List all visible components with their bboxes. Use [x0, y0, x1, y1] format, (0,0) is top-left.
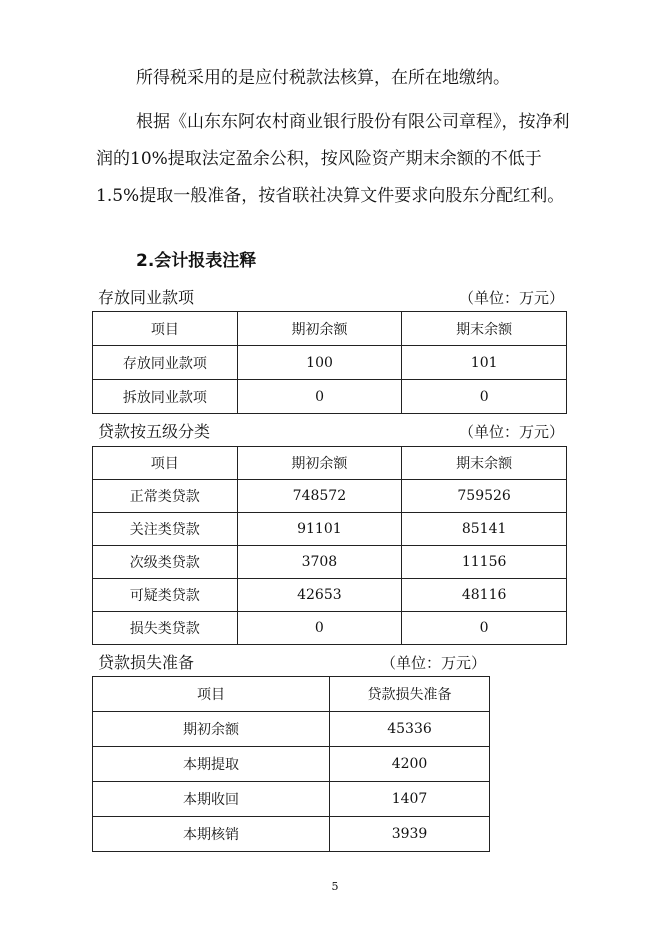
- section-heading: 2.会计报表注释: [136, 251, 257, 271]
- table-header-row: [93, 447, 567, 480]
- closing-value: 0: [402, 612, 567, 645]
- table-row: [93, 346, 567, 380]
- table1-caption: [98, 286, 564, 310]
- closing-value: 48116: [402, 579, 567, 612]
- header-item: 项目: [93, 447, 238, 480]
- row-label: 本期核销: [93, 817, 330, 852]
- interbank-deposits-table: [92, 311, 567, 414]
- row-label: 本期收回: [93, 782, 330, 817]
- table-row: [93, 747, 490, 782]
- table-header-row: [93, 312, 567, 346]
- row-label: 正常类贷款: [93, 480, 238, 513]
- table-row: [93, 712, 490, 747]
- table3-title: 贷款损失准备: [98, 653, 195, 672]
- header-closing-balance: 期末余额: [402, 312, 567, 346]
- paragraph-income-tax: 所得税采用的是应付税款法核算，在所在地缴纳。: [136, 68, 510, 88]
- opening-value: 0: [237, 380, 402, 414]
- table2-unit: （单位：万元）: [458, 423, 564, 441]
- provision-value: 3939: [330, 817, 490, 852]
- header-closing-balance: 期末余额: [402, 447, 567, 480]
- closing-value: 101: [402, 346, 567, 380]
- opening-value: 0: [237, 612, 402, 645]
- table-row: [93, 480, 567, 513]
- table-row: [93, 513, 567, 546]
- provision-value: 1407: [330, 782, 490, 817]
- header-loan-loss-provision: 贷款损失准备: [330, 677, 490, 712]
- table3-unit: （单位：万元）: [380, 654, 486, 672]
- row-label: 损失类贷款: [93, 612, 238, 645]
- row-label: 存放同业款项: [93, 346, 238, 380]
- page-number: 5: [331, 880, 339, 893]
- header-opening-balance: 期初余额: [237, 312, 402, 346]
- row-label: 期初余额: [93, 712, 330, 747]
- table3-caption: [98, 651, 486, 675]
- header-item: 项目: [93, 312, 238, 346]
- provision-value: 4200: [330, 747, 490, 782]
- table-row: [93, 817, 490, 852]
- loan-loss-provision-table: [92, 676, 490, 852]
- table1-title: 存放同业款项: [98, 288, 195, 307]
- paragraph-profit-distribution: 根据《山东东阿农村商业银行股份有限公司章程》，按净利润的10%提取法定盈余公积，按风险资产期末余额的不低于1.5%提取一般准备，按省联社决算文件要求向股东分配红利。: [96, 112, 570, 206]
- opening-value: 100: [237, 346, 402, 380]
- closing-value: 759526: [402, 480, 567, 513]
- opening-value: 42653: [237, 579, 402, 612]
- table-row: [93, 546, 567, 579]
- table2-caption: [98, 420, 564, 444]
- closing-value: 0: [402, 380, 567, 414]
- table2-title: 贷款按五级分类: [98, 422, 211, 441]
- provision-value: 45336: [330, 712, 490, 747]
- row-label: 可疑类贷款: [93, 579, 238, 612]
- row-label: 关注类贷款: [93, 513, 238, 546]
- row-label: 次级类贷款: [93, 546, 238, 579]
- closing-value: 85141: [402, 513, 567, 546]
- table-header-row: [93, 677, 490, 712]
- table-row: [93, 782, 490, 817]
- table-row: [93, 579, 567, 612]
- header-opening-balance: 期初余额: [237, 447, 402, 480]
- table-row: [93, 612, 567, 645]
- closing-value: 11156: [402, 546, 567, 579]
- header-item: 项目: [93, 677, 330, 712]
- row-label: 本期提取: [93, 747, 330, 782]
- row-label: 拆放同业款项: [93, 380, 238, 414]
- opening-value: 3708: [237, 546, 402, 579]
- table1-unit: （单位：万元）: [458, 289, 564, 307]
- loan-classification-table: [92, 446, 567, 645]
- table-row: [93, 380, 567, 414]
- opening-value: 91101: [237, 513, 402, 546]
- opening-value: 748572: [237, 480, 402, 513]
